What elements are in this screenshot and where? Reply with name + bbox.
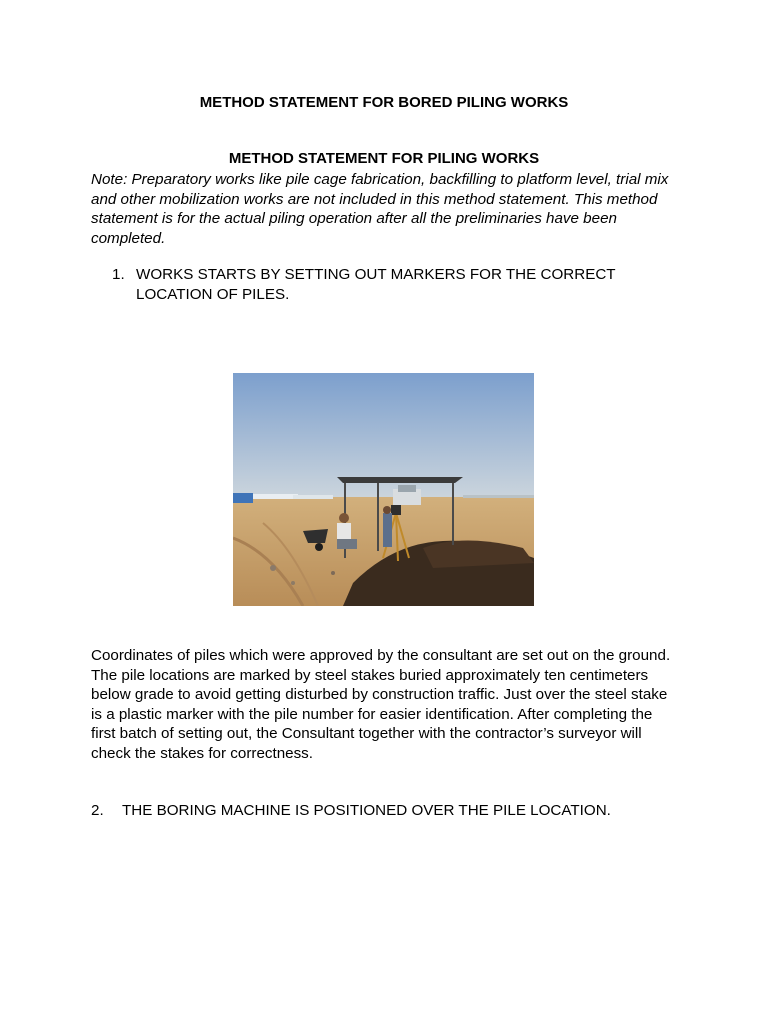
preparatory-note: Note: Preparatory works like pile cage fabrication, backfilling to platform level, trial mix and other mobilization works are not included in this method statement. This method statement is for the actual piling operation after all the preliminaries have been completed. xyxy=(91,171,669,247)
step-1-text: WORKS STARTS BY SETTING OUT MARKERS FOR THE CORRECT LOCATION OF PILES. xyxy=(136,266,616,303)
setting-out-paragraph: Coordinates of piles which were approved by the consultant are set out on the ground. The pile locations are marked by steel stakes buried approximately ten centimeters below grade to avoid getting disturbed by construction traffic. Just over the steel stake is a plastic marker with the pile number for easier identification. After completing the first batch of setting out, the Consultant together with the contractor’s surveyor will check the stakes for correctness. xyxy=(91,647,671,762)
step-2-number: 2. xyxy=(91,802,104,819)
section-heading: METHOD STATEMENT FOR PILING WORKS xyxy=(228,150,540,167)
step-2-text: THE BORING MACHINE IS POSITIONED OVER THE PILE LOCATION. xyxy=(122,802,611,819)
document-title: METHOD STATEMENT FOR BORED PILING WORKS xyxy=(199,94,569,111)
site-setting-out-photo xyxy=(233,373,534,606)
step-1-number: 1. xyxy=(112,266,125,283)
